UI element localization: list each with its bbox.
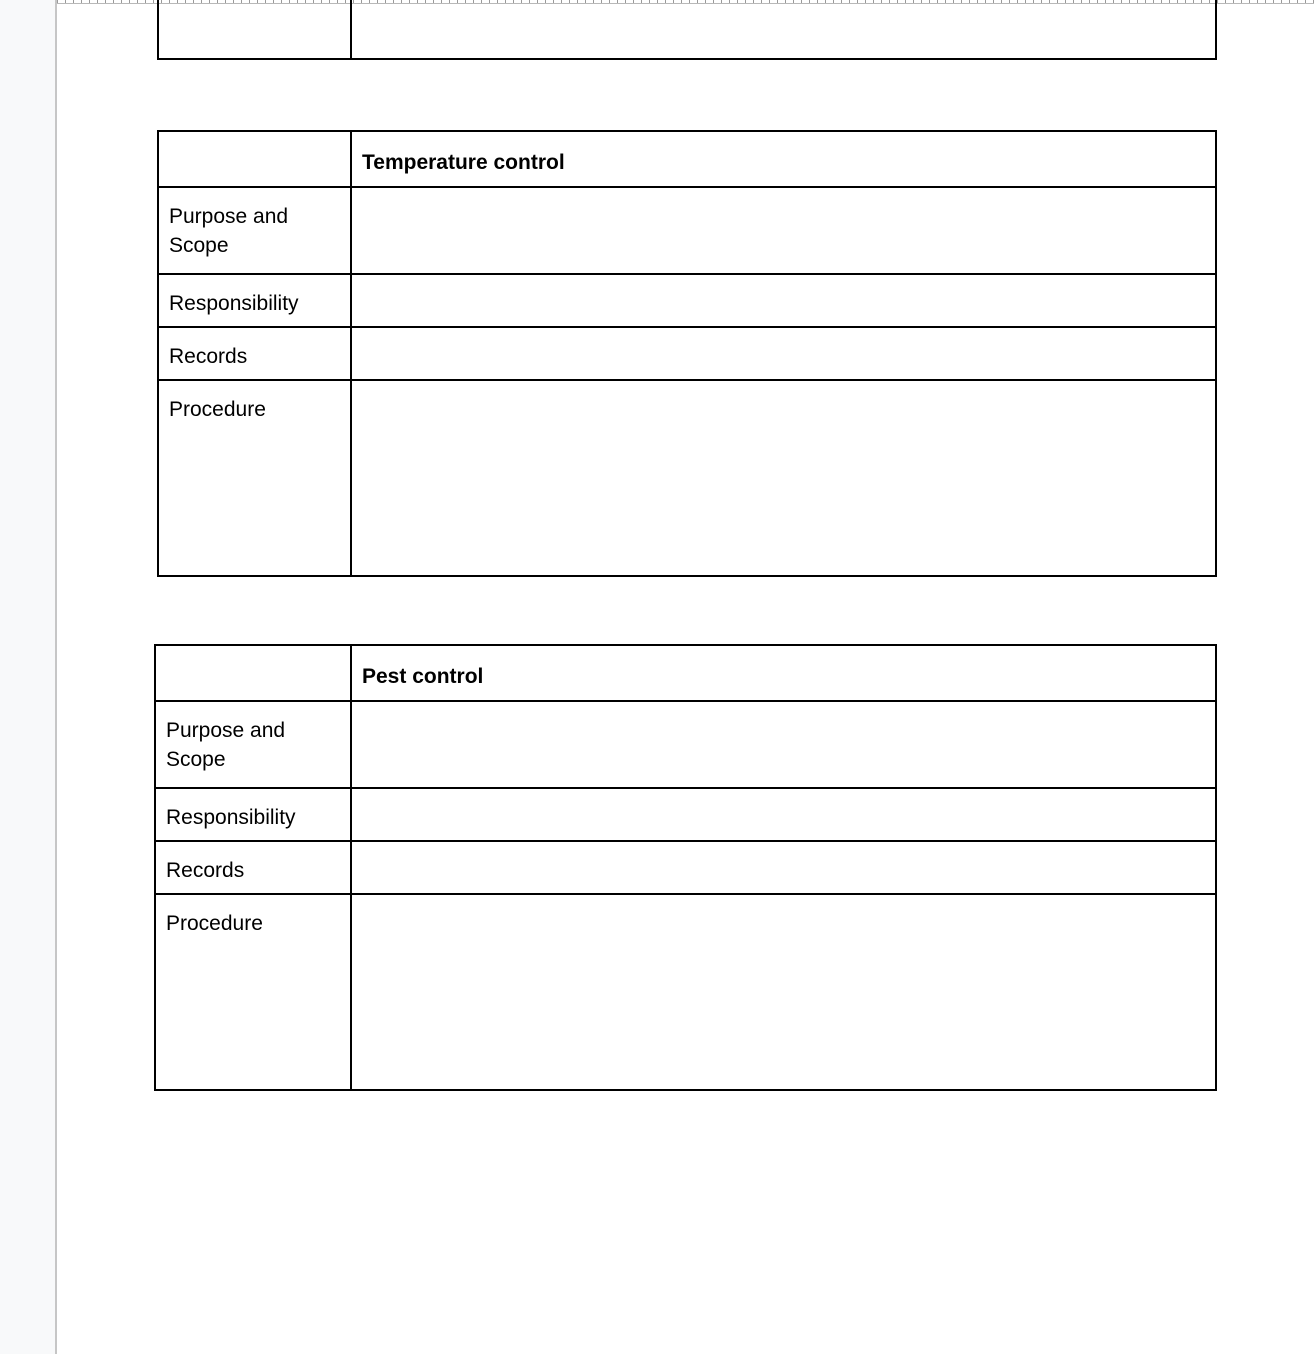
row-label-responsibility[interactable]: Responsibility (158, 274, 351, 327)
row-label-procedure[interactable]: Procedure (155, 894, 351, 1090)
table-row (158, 380, 1216, 576)
table-row (158, 327, 1216, 380)
table-cell[interactable] (351, 380, 1216, 576)
row-label-responsibility[interactable]: Responsibility (155, 788, 351, 841)
pest-control-table (154, 644, 1217, 1091)
table-cell[interactable] (158, 0, 351, 59)
table-cell[interactable] (351, 274, 1216, 327)
table-row (158, 187, 1216, 274)
table-row (155, 841, 1216, 894)
row-label-records[interactable]: Records (158, 327, 351, 380)
table-row (158, 274, 1216, 327)
table-cell[interactable] (155, 645, 351, 701)
table-cell[interactable] (351, 841, 1216, 894)
table-cell[interactable] (351, 187, 1216, 274)
table-cell[interactable] (351, 894, 1216, 1090)
table-row (158, 0, 1216, 59)
row-label-purpose-scope[interactable]: Purpose and Scope (158, 187, 351, 274)
document-page[interactable] (59, 4, 1314, 1354)
table-cell[interactable] (351, 701, 1216, 788)
table-title-cell[interactable]: Pest control (351, 645, 1216, 701)
row-label-records[interactable]: Records (155, 841, 351, 894)
table-header-row (155, 645, 1216, 701)
left-margin-gutter (0, 0, 57, 1354)
table-cell[interactable] (351, 788, 1216, 841)
table-title-cell[interactable]: Temperature control (351, 131, 1216, 187)
temperature-control-table (157, 130, 1217, 577)
table-row (155, 788, 1216, 841)
table-header-row (158, 131, 1216, 187)
table-row (155, 701, 1216, 788)
table-row (155, 894, 1216, 1090)
table-cell[interactable] (351, 0, 1216, 59)
previous-table-continuation (157, 0, 1217, 60)
row-label-procedure[interactable]: Procedure (158, 380, 351, 576)
row-label-purpose-scope[interactable]: Purpose and Scope (155, 701, 351, 788)
table-cell[interactable] (158, 131, 351, 187)
table-cell[interactable] (351, 327, 1216, 380)
